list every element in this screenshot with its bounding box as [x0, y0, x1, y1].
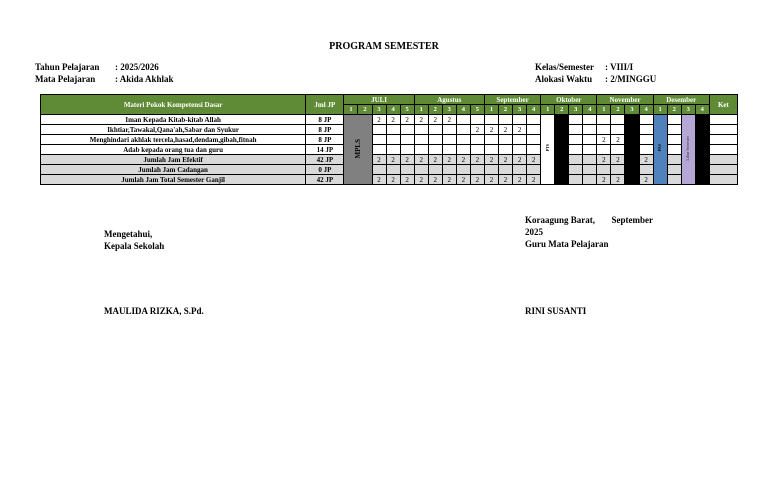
week-cell — [470, 135, 484, 145]
semester-program-table — [40, 94, 738, 185]
week-cell — [513, 165, 527, 175]
week-cell — [456, 115, 470, 125]
week-cell — [569, 125, 583, 135]
week-cell: 2 — [372, 115, 386, 125]
header-week: 1 — [344, 105, 358, 115]
week-cell — [667, 145, 681, 155]
header-month: Agustus — [414, 95, 484, 105]
week-cell — [611, 145, 625, 155]
signature-month: September — [611, 215, 654, 225]
week-cell — [583, 135, 597, 145]
row-ket — [709, 155, 737, 165]
week-cell — [569, 165, 583, 175]
pts-marker: PTS — [541, 115, 555, 185]
week-cell: 2 — [597, 155, 611, 165]
holiday-block — [695, 115, 709, 185]
week-cell — [667, 155, 681, 165]
week-cell — [569, 175, 583, 185]
week-cell: 2 — [513, 175, 527, 185]
signature-right — [525, 214, 653, 250]
header-ket: Ket — [709, 95, 737, 115]
week-cell — [639, 125, 653, 135]
header-week: 4 — [386, 105, 400, 115]
row-jp: 8 JP — [306, 125, 344, 135]
header-label: Tahun Pelajaran — [35, 62, 100, 72]
week-cell — [372, 165, 386, 175]
week-cell — [527, 115, 541, 125]
week-cell: 2 — [442, 175, 456, 185]
week-cell: 2 — [513, 155, 527, 165]
signature-place-date — [525, 214, 653, 226]
header-week: 2 — [555, 105, 569, 115]
mpls-block: MPLS — [344, 115, 372, 185]
pas-marker: PAS — [653, 115, 667, 185]
week-cell — [639, 135, 653, 145]
row-jp: 0 JP — [306, 165, 344, 175]
week-cell — [667, 135, 681, 145]
week-cell: 2 — [611, 175, 625, 185]
week-cell — [513, 115, 527, 125]
week-cell: 2 — [470, 155, 484, 165]
week-cell — [639, 115, 653, 125]
week-cell: 2 — [470, 125, 484, 135]
holiday-block — [555, 115, 569, 185]
header-week: 2 — [499, 105, 513, 115]
week-cell: 2 — [484, 155, 498, 165]
week-cell — [513, 145, 527, 155]
header-row-class — [535, 61, 656, 73]
header-week: 3 — [681, 105, 695, 115]
week-cell — [569, 115, 583, 125]
header-label: Mata Pelajaran — [35, 74, 96, 84]
week-cell — [569, 155, 583, 165]
header-materi: Materi Pokok Kompetensi Dasar — [41, 95, 306, 115]
week-cell — [428, 125, 442, 135]
week-cell — [470, 115, 484, 125]
header-week: 5 — [400, 105, 414, 115]
week-cell: 2 — [386, 155, 400, 165]
header-value: : VIII/I — [605, 62, 634, 72]
header-right — [535, 61, 656, 85]
week-cell: 2 — [639, 175, 653, 185]
week-cell: 2 — [442, 155, 456, 165]
header-row-time — [535, 73, 656, 85]
week-cell: 2 — [400, 175, 414, 185]
week-cell — [597, 145, 611, 155]
week-cell: 2 — [597, 135, 611, 145]
week-cell — [386, 165, 400, 175]
week-cell — [442, 145, 456, 155]
week-cell — [667, 115, 681, 125]
row-label: Iman Kepada Kitab-kitab Allah — [41, 115, 306, 125]
week-cell: 2 — [513, 125, 527, 135]
week-cell — [372, 125, 386, 135]
week-cell — [400, 135, 414, 145]
week-cell: 2 — [597, 175, 611, 185]
week-cell — [456, 165, 470, 175]
week-cell — [400, 125, 414, 135]
week-cell: 2 — [428, 155, 442, 165]
week-cell — [484, 115, 498, 125]
week-cell — [597, 125, 611, 135]
row-ket — [709, 125, 737, 135]
week-cell — [569, 145, 583, 155]
header-week: 4 — [695, 105, 709, 115]
week-cell — [428, 165, 442, 175]
week-cell — [527, 145, 541, 155]
header-week: 3 — [625, 105, 639, 115]
week-cell — [499, 135, 513, 145]
week-cell: 2 — [499, 175, 513, 185]
week-cell — [499, 165, 513, 175]
week-cell: 2 — [484, 125, 498, 135]
holiday-block — [625, 115, 639, 185]
row-label: Jumlah Jam Efektif — [41, 155, 306, 165]
header-week: 1 — [597, 105, 611, 115]
semester-break-marker: Libur Semester — [681, 115, 695, 185]
week-cell — [667, 125, 681, 135]
week-cell — [442, 135, 456, 145]
header-week: 1 — [541, 105, 555, 115]
week-cell: 2 — [456, 175, 470, 185]
week-cell: 2 — [414, 175, 428, 185]
week-cell: 2 — [400, 155, 414, 165]
week-cell: 2 — [428, 175, 442, 185]
week-cell — [569, 135, 583, 145]
header-row-year — [35, 61, 174, 73]
week-cell — [513, 135, 527, 145]
week-cell — [583, 125, 597, 135]
header-value: : 2025/2026 — [115, 62, 159, 72]
header-week: 4 — [527, 105, 541, 115]
header-week: 2 — [667, 105, 681, 115]
header-week: 3 — [513, 105, 527, 115]
week-cell — [527, 125, 541, 135]
header-week: 3 — [569, 105, 583, 115]
week-cell — [484, 165, 498, 175]
week-cell — [372, 145, 386, 155]
row-ket — [709, 165, 737, 175]
week-cell — [442, 165, 456, 175]
header-week: 5 — [470, 105, 484, 115]
week-cell: 2 — [428, 115, 442, 125]
row-ket — [709, 175, 737, 185]
week-cell — [667, 175, 681, 185]
week-cell — [667, 165, 681, 175]
week-cell — [499, 145, 513, 155]
week-cell — [386, 125, 400, 135]
row-ket — [709, 115, 737, 125]
week-cell — [597, 115, 611, 125]
week-cell — [386, 135, 400, 145]
week-cell: 2 — [386, 175, 400, 185]
page-title: PROGRAM SEMESTER — [329, 41, 439, 52]
row-jp: 42 JP — [306, 155, 344, 165]
week-cell — [442, 125, 456, 135]
header-row-subject — [35, 73, 174, 85]
week-cell — [527, 165, 541, 175]
week-cell — [372, 135, 386, 145]
week-cell: 2 — [414, 155, 428, 165]
week-cell: 2 — [400, 115, 414, 125]
week-cell: 2 — [386, 115, 400, 125]
week-cell: 2 — [499, 155, 513, 165]
header-jml-jp: Jml JP — [306, 95, 344, 115]
header-month: November — [597, 95, 653, 105]
week-cell — [583, 155, 597, 165]
header-month: Oktober — [541, 95, 597, 105]
row-label: Ikhtiar,Tawakal,Qana'ah,Sabar dan Syukur — [41, 125, 306, 135]
header-week: 2 — [428, 105, 442, 115]
signature-left-line2: Kepala Sekolah — [104, 241, 165, 251]
row-jp: 8 JP — [306, 115, 344, 125]
headmaster-name: MAULIDA RIZKA, S.Pd. — [104, 306, 204, 316]
header-week: 1 — [414, 105, 428, 115]
signature-year: 2025 — [525, 227, 543, 237]
week-cell — [639, 165, 653, 175]
week-cell — [611, 125, 625, 135]
row-jp: 14 JP — [306, 145, 344, 155]
row-label: Adab kepada orang tua dan guru — [41, 145, 306, 155]
week-cell — [414, 135, 428, 145]
week-cell — [597, 165, 611, 175]
header-label: Alokasi Waktu — [535, 74, 593, 84]
header-week: 4 — [456, 105, 470, 115]
week-cell — [386, 145, 400, 155]
signature-role: Guru Mata Pelajaran — [525, 239, 609, 249]
row-label: Jumlah Jam Total Semester Ganjil — [41, 175, 306, 185]
header-week: 3 — [442, 105, 456, 115]
signature-left-line1: Mengetahui, — [104, 229, 153, 239]
week-cell: 2 — [639, 155, 653, 165]
week-cell: 2 — [372, 175, 386, 185]
week-cell: 2 — [456, 155, 470, 165]
week-cell — [456, 135, 470, 145]
row-label: Jumlah Jam Cadangan — [41, 165, 306, 175]
header-month: September — [484, 95, 540, 105]
teacher-name: RINI SUSANTI — [525, 306, 587, 316]
header-label: Kelas/Semester — [535, 62, 594, 72]
signature-left — [104, 228, 164, 252]
week-cell — [583, 165, 597, 175]
header-month: Desember — [653, 95, 709, 105]
week-cell: 2 — [499, 125, 513, 135]
header-week: 1 — [653, 105, 667, 115]
week-cell — [639, 145, 653, 155]
week-cell — [527, 135, 541, 145]
header-left — [35, 61, 174, 85]
header-week: 2 — [358, 105, 372, 115]
week-cell: 2 — [414, 115, 428, 125]
row-ket — [709, 145, 737, 155]
header-week: 1 — [484, 105, 498, 115]
week-cell — [484, 145, 498, 155]
week-cell — [583, 115, 597, 125]
header-week: 3 — [372, 105, 386, 115]
week-cell — [470, 145, 484, 155]
signature-place: Koraagung Barat, — [525, 215, 596, 225]
row-label: Menghindari akhlak tercela,hasad,dendam,gibah,fitnah — [41, 135, 306, 145]
table-row — [41, 115, 738, 125]
week-cell: 2 — [611, 135, 625, 145]
week-cell: 2 — [470, 175, 484, 185]
week-cell — [583, 175, 597, 185]
week-cell: 2 — [484, 175, 498, 185]
week-cell: 2 — [527, 155, 541, 165]
header-week: 4 — [583, 105, 597, 115]
week-cell: 2 — [442, 115, 456, 125]
header-week: 4 — [639, 105, 653, 115]
week-cell — [428, 145, 442, 155]
week-cell — [456, 125, 470, 135]
week-cell: 2 — [527, 175, 541, 185]
header-value: : Akida Akhlak — [115, 74, 174, 84]
week-cell — [400, 165, 414, 175]
week-cell — [400, 145, 414, 155]
header-week: 2 — [611, 105, 625, 115]
week-cell — [456, 145, 470, 155]
week-cell — [583, 145, 597, 155]
row-jp: 42 JP — [306, 175, 344, 185]
week-cell — [428, 135, 442, 145]
week-cell — [414, 125, 428, 135]
week-cell: 2 — [611, 155, 625, 165]
week-cell — [484, 135, 498, 145]
week-cell — [414, 145, 428, 155]
week-cell — [414, 165, 428, 175]
row-ket — [709, 135, 737, 145]
row-jp: 8 JP — [306, 135, 344, 145]
week-cell — [499, 115, 513, 125]
week-cell — [470, 165, 484, 175]
week-cell: 2 — [372, 155, 386, 165]
header-value: : 2/MINGGU — [605, 74, 657, 84]
week-cell — [611, 115, 625, 125]
week-cell — [611, 165, 625, 175]
header-month: JULI — [344, 95, 414, 105]
